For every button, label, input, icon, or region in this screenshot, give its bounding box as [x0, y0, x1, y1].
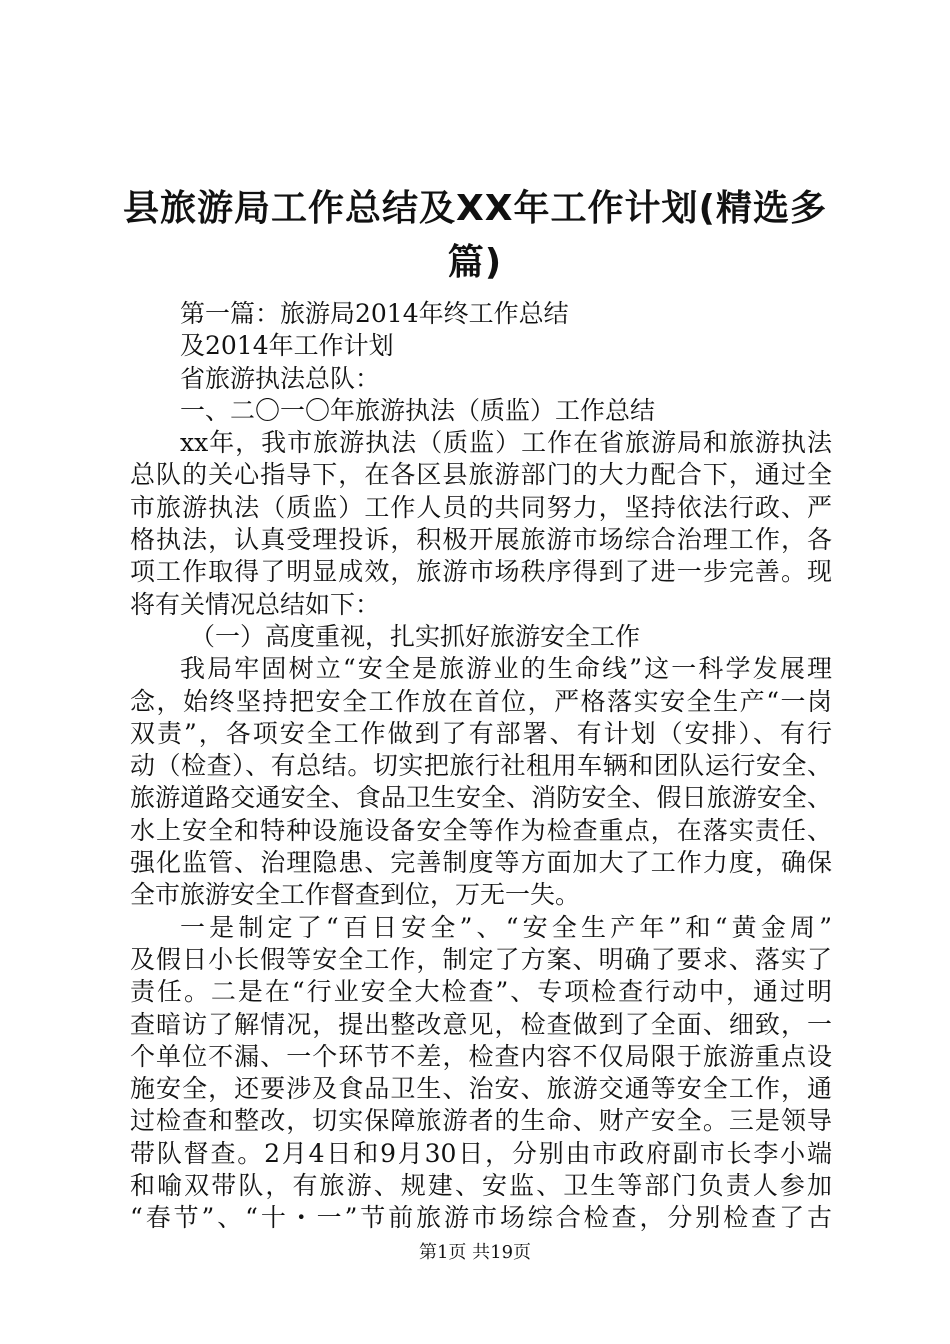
text-line: 个单位不漏、一个环节不差，检查内容不仅局限于旅游重点设: [130, 1041, 832, 1071]
text-line: 一、二〇一〇年旅游执法（质监）工作总结: [180, 395, 656, 425]
title-line-2: 篇): [447, 242, 503, 283]
page-footer: 第1页 共19页: [418, 1242, 532, 1263]
document-body: [130, 298, 832, 1235]
title-line-1: 县旅游局工作总结及XX年工作计划(精选多: [123, 188, 827, 229]
text-line: 我局牢固树立“安全是旅游业的生命线”这一科学发展理: [180, 654, 832, 684]
text-line: 格执法，认真受理投诉，积极开展旅游市场综合治理工作，各: [130, 525, 832, 555]
text-line: 和喻双带队，有旅游、规建、安监、卫生等部门负责人参加: [130, 1171, 832, 1201]
text-line: 及假日小长假等安全工作，制定了方案、明确了要求、落实了: [130, 944, 832, 974]
text-line: 水上安全和特种设施设备安全等作为检查重点，在落实责任、: [130, 815, 832, 845]
text-line: 查暗访了解情况，提出整改意见，检查做到了全面、细致，一: [130, 1009, 832, 1039]
text-line: 将有关情况总结如下：: [130, 589, 381, 619]
text-line: 市旅游执法（质监）工作人员的共同努力，坚持依法行政、严: [130, 492, 832, 522]
text-line: 旅游道路交通安全、食品卫生安全、消防安全、假日旅游安全、: [130, 783, 832, 813]
text-line: 过检查和整改，切实保障旅游者的生命、财产安全。三是领导: [130, 1106, 832, 1136]
text-line: “春节”、“十・一”节前旅游市场综合检查，分别检查了古: [130, 1203, 832, 1233]
text-line: 施安全，还要涉及食品卫生、治安、旅游交通等安全工作，通: [130, 1074, 832, 1104]
text-line: xx年，我市旅游执法（质监）工作在省旅游局和旅游执法: [180, 428, 832, 458]
text-line: 全市旅游安全工作督查到位，万无一失。: [130, 880, 581, 910]
text-line: 动（检查）、有总结。切实把旅行社租用车辆和团队运行安全、: [130, 751, 832, 781]
text-line: 念，始终坚持把安全工作放在首位，严格落实安全生产“一岗: [130, 686, 832, 716]
document-title: [100, 182, 850, 290]
text-line: （一）高度重视，扎实抓好旅游安全工作: [190, 621, 641, 651]
text-line: 一是制定了“百日安全”、“安全生产年”和“黄金周”: [180, 912, 832, 942]
text-line: 责任。二是在“行业安全大检查”、专项检查行动中，通过明: [130, 977, 832, 1007]
text-line: 强化监管、治理隐患、完善制度等方面加大了工作力度，确保: [130, 848, 832, 878]
text-line: 总队的关心指导下，在各区县旅游部门的大力配合下，通过全: [130, 460, 832, 490]
text-line: 带队督查。2月4日和9月30日，分别由市政府副市长李小端: [130, 1138, 832, 1168]
text-line: 项工作取得了明显成效，旅游市场秩序得到了进一步完善。现: [130, 557, 832, 587]
text-line: 第一篇：旅游局2014年终工作总结: [180, 299, 569, 328]
text-line: 省旅游执法总队：: [180, 363, 381, 393]
text-line: 双责”，各项安全工作做到了有部署、有计划（安排）、有行: [130, 718, 832, 748]
text-line: 及2014年工作计划: [180, 331, 394, 361]
